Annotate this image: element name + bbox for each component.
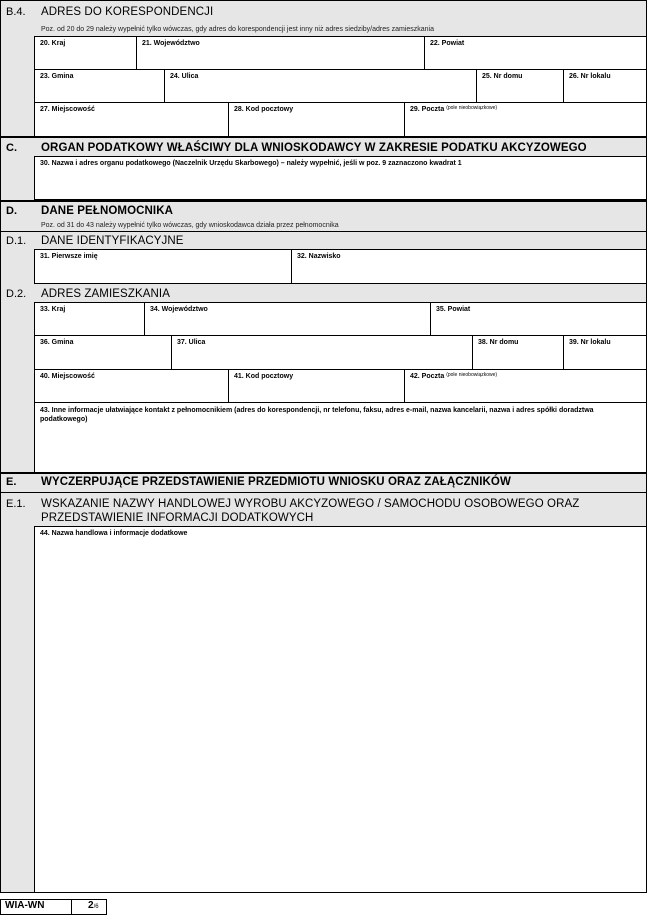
field-43-inne-informacje[interactable] bbox=[34, 402, 647, 473]
page-total: /6 bbox=[93, 904, 99, 910]
field-label: 26. Nr lokalu bbox=[569, 73, 611, 80]
section-title-d2: ADRES ZAMIESZKANIA bbox=[41, 288, 170, 300]
field-label: 36. Gmina bbox=[40, 339, 74, 346]
field-optional-note: (pole nieobowiązkowe) bbox=[446, 105, 498, 111]
field-27-miejscowosc[interactable] bbox=[34, 102, 229, 137]
section-title-b4: ADRES DO KORESPONDENCJI bbox=[41, 6, 214, 18]
field-label: 38. Nr domu bbox=[478, 339, 519, 346]
field-23-gmina[interactable] bbox=[34, 69, 165, 103]
field-21-wojewodztwo[interactable] bbox=[136, 36, 425, 70]
field-label: 31. Pierwsze imię bbox=[40, 253, 98, 260]
field-label: 35. Powiat bbox=[436, 306, 471, 313]
field-label: 34. Województwo bbox=[150, 306, 208, 313]
section-title-d1: DANE IDENTYFIKACYJNE bbox=[41, 235, 184, 247]
field-36-gmina[interactable] bbox=[34, 335, 172, 370]
section-code-d: D. bbox=[6, 205, 17, 217]
field-label: 28. Kod pocztowy bbox=[234, 106, 294, 113]
field-label: 20. Kraj bbox=[40, 40, 66, 47]
field-38-nr-domu[interactable] bbox=[472, 335, 564, 370]
field-34-wojewodztwo[interactable] bbox=[144, 302, 431, 336]
field-35-powiat[interactable] bbox=[430, 302, 647, 336]
field-37-ulica[interactable] bbox=[171, 335, 473, 370]
section-title-c: ORGAN PODATKOWY WŁAŚCIWY DLA WNIOSKODAWCY W ZAKRESIE PODATKU AKCYZOWEGO bbox=[41, 142, 587, 154]
field-39-nr-lokalu[interactable] bbox=[563, 335, 647, 370]
field-label: 25. Nr domu bbox=[482, 73, 523, 80]
field-41-kod-pocztowy[interactable] bbox=[228, 369, 405, 403]
field-optional-note: (pole nieobowiązkowe) bbox=[446, 372, 498, 378]
page-number: 2/6 bbox=[88, 900, 99, 911]
field-label: 30. Nazwa i adres organu podatkowego (Naczelnik Urzędu Skarbowego) – należy wypełnić, jeśli w poz. 9 zaznaczono kwadrat 1 bbox=[40, 160, 462, 167]
field-33-kraj[interactable] bbox=[34, 302, 145, 336]
field-30-organ-podatkowy[interactable] bbox=[34, 156, 647, 200]
section-code-b4: B.4. bbox=[6, 6, 26, 18]
field-24-ulica[interactable] bbox=[164, 69, 477, 103]
field-label: 24. Ulica bbox=[170, 73, 199, 80]
field-label: 37. Ulica bbox=[177, 339, 206, 346]
field-label: 40. Miejscowość bbox=[40, 373, 95, 380]
section-code-d1: D.1. bbox=[6, 235, 27, 247]
section-title-d: DANE PEŁNOMOCNIKA bbox=[41, 205, 174, 217]
field-label: 41. Kod pocztowy bbox=[234, 373, 294, 380]
section-title-e1-line2: PRZEDSTAWIENIE INFORMACJI DODATKOWYCH bbox=[41, 512, 314, 524]
field-28-kod-pocztowy[interactable] bbox=[228, 102, 405, 137]
field-label: 44. Nazwa handlowa i informacje dodatkowe bbox=[40, 530, 188, 537]
field-42-poczta[interactable] bbox=[404, 369, 647, 403]
section-note-b4: Poz. od 20 do 29 należy wypełnić tylko wówczas, gdy adres do korespondencji jest inny niż adres siedziby/adres zamieszkania bbox=[41, 26, 434, 33]
field-label: 32. Nazwisko bbox=[297, 253, 341, 260]
field-40-miejscowosc[interactable] bbox=[34, 369, 229, 403]
field-26-nr-lokalu[interactable] bbox=[563, 69, 647, 103]
section-code-e: E. bbox=[6, 476, 17, 488]
field-25-nr-domu[interactable] bbox=[476, 69, 564, 103]
field-label: 43. Inne informacje ułatwiające kontakt z pełnomocnikiem (adres do korespondencji, nr telefonu, faksu, adres e-mail, nazwa kancelarii, nazwa i adres spółki doradztwa podatkowego) bbox=[40, 407, 594, 423]
field-label: 21. Województwo bbox=[142, 40, 200, 47]
section-title-e1-line1: WSKAZANIE NAZWY HANDLOWEJ WYROBU AKCYZOWEGO / SAMOCHODU OSOBOWEGO ORAZ bbox=[41, 498, 580, 510]
field-label: 39. Nr lokalu bbox=[569, 339, 611, 346]
field-label: 33. Kraj bbox=[40, 306, 66, 313]
field-32-nazwisko[interactable] bbox=[291, 249, 647, 284]
field-label: 29. Poczta $^{(pole nieobowiązkowe)}$ bbox=[410, 105, 498, 113]
section-note-d: Poz. od 31 do 43 należy wypełnić tylko wówczas, gdy wnioskodawca działa przez pełnomocnika bbox=[41, 222, 339, 229]
field-label: 23. Gmina bbox=[40, 73, 74, 80]
field-44-nazwa-handlowa[interactable] bbox=[34, 526, 647, 893]
section-code-d2: D.2. bbox=[6, 288, 27, 300]
field-20-kraj[interactable] bbox=[34, 36, 137, 70]
field-label: 27. Miejscowość bbox=[40, 106, 95, 113]
field-label: 42. Poczta $^{(pole nieobowiązkowe)}$ bbox=[410, 372, 498, 380]
field-label: 22. Powiat bbox=[430, 40, 465, 47]
section-code-c: C. bbox=[6, 142, 17, 154]
form-code: WIA-WN bbox=[5, 900, 45, 911]
field-29-poczta[interactable] bbox=[404, 102, 647, 137]
section-title-e: WYCZERPUJĄCE PRZEDSTAWIENIE PRZEDMIOTU WNIOSKU ORAZ ZAŁĄCZNIKÓW bbox=[41, 476, 511, 488]
field-22-powiat[interactable] bbox=[424, 36, 647, 70]
section-code-e1: E.1. bbox=[6, 498, 26, 510]
field-31-pierwsze-imie[interactable] bbox=[34, 249, 292, 284]
